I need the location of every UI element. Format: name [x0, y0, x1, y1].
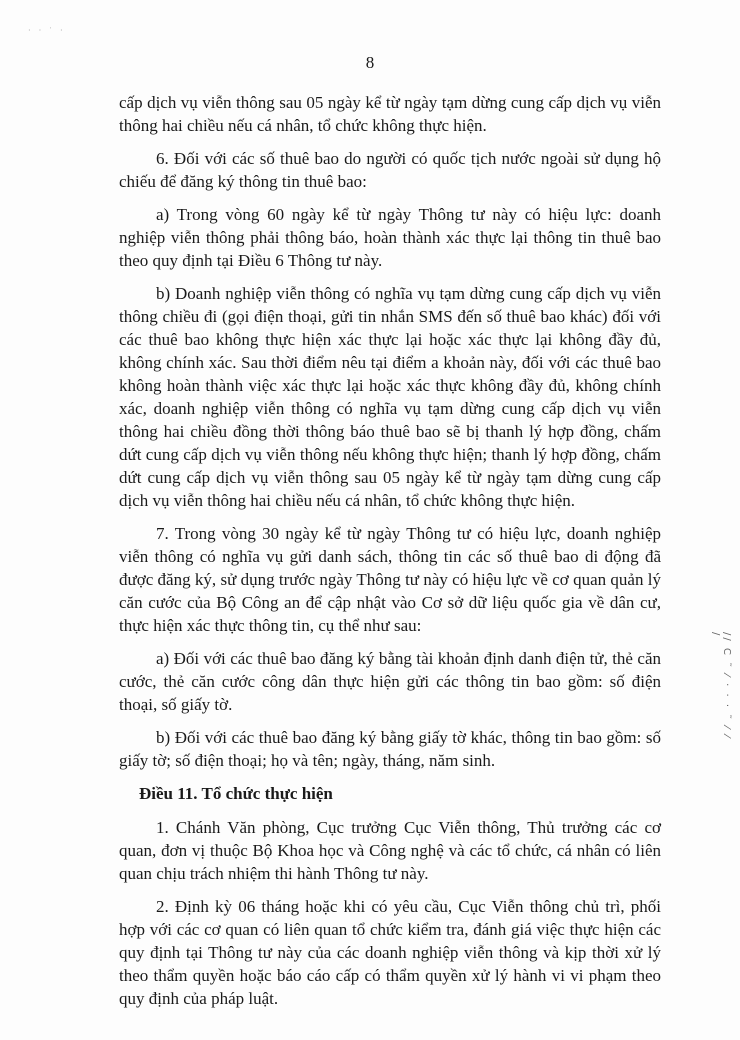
- paragraph-article-11-clause-2: 2. Định kỳ 06 tháng hoặc khi có yêu cầu, Cục Viễn thông chủ trì, phối hợp với các cơ quan có liên quan tổ chức kiểm tra, đánh giá việc thực hiện các quy định tại Thông tư này của các doanh nghiệp viễn thông và kịp thời xử lý theo thẩm quyền hoặc báo cáo cấp có thẩm quyền xử lý hành vi vi phạm theo quy định của pháp luật.: [119, 897, 661, 1008]
- paragraph-clause-7a: a) Đối với các thuê bao đăng ký bằng tài khoản định danh điện tử, thẻ căn cước, thẻ căn cước công dân thực hiện gửi các thông tin bao gồm: số điện thoại, số giấy tờ.: [119, 649, 661, 714]
- paragraph-continuation: cấp dịch vụ viễn thông sau 05 ngày kể từ ngày tạm dừng cung cấp dịch vụ viễn thông hai chiều nếu cá nhân, tổ chức không thực hiện.: [119, 93, 661, 135]
- paragraph-clause-6: 6. Đối với các số thuê bao do người có quốc tịch nước ngoài sử dụng hộ chiếu để đăng ký thông tin thuê bao:: [119, 149, 661, 191]
- paragraph-clause-6a: a) Trong vòng 60 ngày kể từ ngày Thông tư này có hiệu lực: doanh nghiệp viễn thông phải thông báo, hoàn thành xác thực lại thông tin thuê bao theo quy định tại Điều 6 Thông tư này.: [119, 205, 661, 270]
- paragraph-clause-7: 7. Trong vòng 30 ngày kể từ ngày Thông tư có hiệu lực, doanh nghiệp viễn thông có nghĩa vụ gửi danh sách, thông tin các số thuê bao di động đã được đăng ký, sử dụng trước ngày Thông tư này có hiệu lực về cơ quan quản lý căn cước của Bộ Công an để cập nhật vào Cơ sở dữ liệu quốc gia về dân cư, thực hiện xác thực thông tin, cụ thể như sau:: [119, 524, 661, 635]
- paragraph-clause-7b: b) Đối với các thuê bao đăng ký bằng giấy tờ khác, thông tin bao gồm: số giấy tờ; số điện thoại; họ và tên; ngày, tháng, năm sinh.: [119, 728, 661, 770]
- article-11-heading: Điều 11. Tổ chức thực hiện: [139, 784, 333, 803]
- page-number: 8: [365, 53, 375, 72]
- paragraph-clause-6b: b) Doanh nghiệp viễn thông có nghĩa vụ tạm dừng cung cấp dịch vụ viễn thông chiều đi (gọi điện thoại, gửi tin nhắn SMS đến số thuê bao khác) đối với các thuê bao không thực hiện xác thực lại hoặc xác thực lại không đầy đủ, không chính xác. Sau thời điểm nêu tại điểm a khoản này, đối với các thuê bao không hoàn thành việc xác thực lại hoặc xác thực không đầy đủ, không chính xác, doanh nghiệp viễn thông có nghĩa vụ tạm dừng cung cấp dịch vụ viễn thông hai chiều đồng thời thông báo thuê bao sẽ bị thanh lý hợp đồng, chấm dứt cung cấp dịch vụ viễn thông nếu không thực hiện; thanh lý hợp đồng, chấm dứt cung cấp dịch vụ viễn thông sau 05 ngày kể từ ngày tạm dừng cung cấp dịch vụ viễn thông hai chiều nếu cá nhân, tổ chức không thực hiện.: [119, 284, 661, 510]
- scan-specks: · · ˈ ·: [28, 26, 66, 35]
- paragraph-article-11-clause-1: 1. Chánh Văn phòng, Cục trưởng Cục Viễn thông, Thủ trưởng các cơ quan, đơn vị thuộc Bộ Khoa học và Công nghệ và các tổ chức, cá nhân có liên quan chịu trách nhiệm thi hành Thông tư này.: [119, 818, 661, 883]
- document-body: [119, 91, 661, 1020]
- margin-stamp-mark: // C ˜ ⁄ · · · ˜ ⁄ ⁄ /: [710, 632, 732, 739]
